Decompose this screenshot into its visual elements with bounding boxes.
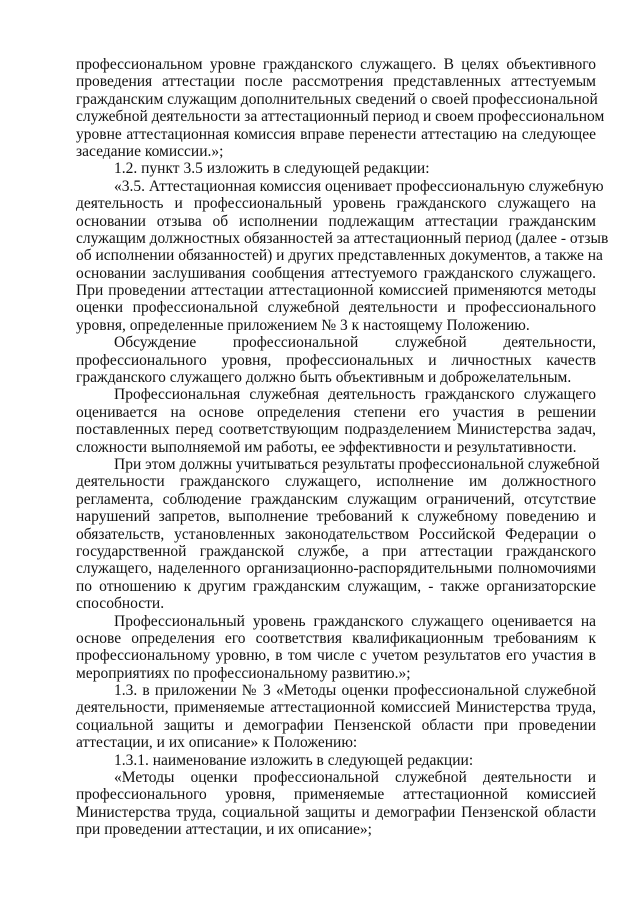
- paragraph-line: уровне аттестационная комиссия вправе перенести аттестацию на следующее: [76, 125, 596, 143]
- paragraph-line: профессионального уровня, профессиональных и личностных качеств: [76, 351, 596, 369]
- paragraph-line: основании отзыва об исполнении подлежащим аттестации гражданским: [76, 212, 596, 230]
- paragraph-line: При этом должны учитываться результаты профессиональной служебной: [114, 455, 600, 473]
- paragraph-line: по отношению к другим гражданским служащим, - также организаторские: [76, 577, 596, 595]
- paragraph-line: гражданским служащим дополнительных сведений о своей профессиональной: [76, 90, 598, 108]
- paragraph: [76, 769, 596, 839]
- paragraph: [76, 682, 596, 752]
- paragraph-line: деятельности гражданского служащего, исполнение им должностного: [76, 473, 596, 491]
- paragraph-line: служебной деятельности за аттестационный период и своем профессиональном: [76, 108, 605, 126]
- paragraph: [76, 160, 596, 177]
- paragraph-line: заседание комиссии.»;: [76, 142, 224, 160]
- paragraph-line: нарушений запретов, выполнение требований к служебному поведению и: [76, 508, 596, 526]
- paragraph: [76, 752, 596, 769]
- paragraph-line: гражданского служащего должно быть объективным и доброжелательным.: [76, 369, 572, 387]
- paragraph-line: При проведении аттестации аттестационной комиссией применяются методы: [76, 282, 596, 300]
- paragraph-line: основе определения его соответствия квалификационным требованиям к: [76, 629, 596, 647]
- paragraph: [76, 56, 605, 160]
- paragraph-line: проведения аттестации после рассмотрения представленных аттестуемым: [76, 73, 596, 91]
- paragraph: [76, 613, 596, 683]
- paragraph-line: 1.3.1. наименование изложить в следующей редакции:: [114, 751, 474, 769]
- paragraph-line: профессиональном уровне гражданского служащего. В целях объективного: [76, 56, 596, 73]
- document-page: [76, 56, 609, 839]
- paragraph-line: оценивается на основе определения степени его участия в решении: [76, 403, 596, 421]
- paragraph-line: «3.5. Аттестационная комиссия оценивает профессиональную служебную: [114, 177, 604, 195]
- paragraph-line: профессиональному уровню, в том числе с учетом результатов его участия в: [76, 647, 596, 665]
- paragraph-line: Министерства труда, социальной защиты и демографии Пензенской области: [76, 803, 596, 821]
- paragraph: [76, 386, 596, 456]
- paragraph-line: аттестации, и их описание» к Положению:: [76, 734, 358, 752]
- paragraph-line: уровня, определенные приложением № 3 к настоящему Положению.: [76, 316, 530, 334]
- paragraph: [76, 455, 600, 613]
- paragraph-line: обязательств, установленных законодательством Российской Федерации о: [76, 525, 596, 543]
- paragraph-line: 1.3. в приложении № 3 «Методы оценки профессиональной служебной: [114, 682, 596, 700]
- paragraph-line: «Методы оценки профессиональной служебной деятельности и: [114, 769, 596, 787]
- paragraph-line: Обсуждение профессиональной служебной деятельности,: [114, 334, 596, 352]
- paragraph-line: служащего, наделенного организационно-распорядительными полномочиями: [76, 560, 596, 578]
- paragraph-line: деятельность и профессиональный уровень гражданского служащего на: [76, 195, 596, 213]
- paragraph-line: мероприятиях по профессиональному развитию.»;: [76, 664, 411, 682]
- paragraph-line: об исполнении обязанностей) и других представленных документов, а также на: [76, 247, 603, 265]
- paragraph-line: при проведении аттестации, и их описание»;: [76, 821, 372, 839]
- paragraph-line: профессионального уровня, применяемые аттестационной комиссией: [76, 786, 596, 804]
- paragraph-line: поставленных перед соответствующим подразделением Министерства задач,: [76, 421, 596, 439]
- paragraph-line: способности.: [76, 595, 165, 613]
- paragraph-line: сложности выполняемой им работы, ее эффективности и результативности.: [76, 438, 577, 456]
- paragraph-line: оценки профессиональной служебной деятельности и профессионального: [76, 299, 596, 317]
- paragraph-line: основании заслушивания сообщения аттестуемого гражданского служащего.: [76, 264, 596, 282]
- paragraph: [76, 334, 596, 386]
- paragraph-line: деятельности, применяемые аттестационной комиссией Министерства труда,: [76, 699, 596, 717]
- paragraph-line: Профессиональный уровень гражданского служащего оценивается на: [114, 612, 596, 630]
- paragraph-line: социальной защиты и демографии Пензенской области при проведении: [76, 716, 596, 734]
- paragraph-line: регламента, соблюдение гражданским служащим ограничений, отсутствие: [76, 490, 596, 508]
- paragraph-line: служащим должностных обязанностей за аттестационный период (далее - отзыв: [76, 229, 609, 247]
- paragraph-line: Профессиональная служебная деятельность гражданского служащего: [114, 386, 596, 404]
- paragraph: [76, 177, 609, 335]
- paragraph-line: государственной гражданской службе, а при аттестации гражданского: [76, 542, 596, 560]
- paragraph-line: 1.2. пункт 3.5 изложить в следующей редакции:: [114, 160, 430, 178]
